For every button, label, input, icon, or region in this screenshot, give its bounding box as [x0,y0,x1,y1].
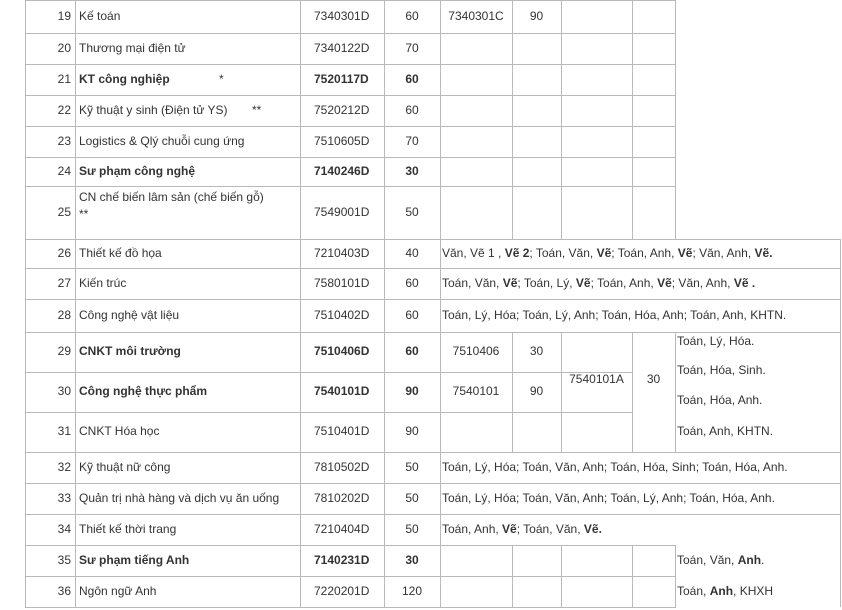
alt-code: 7340301C [448,8,504,23]
program-name: Quản trị nhà hàng và dịch vụ ăn uống [79,490,280,505]
combo-segment: , KHXH [733,583,774,598]
program-name-mark: ** [79,207,89,221]
column-divider [440,0,441,607]
alt-quota: 90 [529,384,544,398]
combo-segment: Vẽ 2 [504,245,530,260]
combo-segment: Vẽ. [754,245,773,260]
alt-quota: 90 [529,8,544,23]
subject-combos: Toán, Lý, Hóa; Toán, Lý, Anh; Toán, Hóa, Anh; Toán, Anh, KHTN. [442,307,787,322]
program-code: 7140246D [314,163,370,178]
program-quota: 120 [401,583,423,598]
program-quota: 30 [405,552,419,567]
column-divider [512,0,513,239]
combo-segment: Vẽ [596,245,612,260]
combo-segment: Vẽ. [583,521,602,536]
program-quota: 50 [405,521,419,536]
combo-segment: ; Toán, Lý, [517,275,576,290]
row-divider [25,545,676,546]
row-number: 32 [57,459,71,474]
program-code: 7580101D [314,275,370,290]
program-name: CNKT Hóa học [79,424,160,438]
subject-combos [442,276,755,291]
program-name: CNKT môi trường [79,344,181,358]
program-name: Kỹ thuật nữ công [79,459,171,474]
program-code: 7810502D [314,459,370,474]
program-quota: 50 [405,204,419,219]
row-divider [25,452,841,453]
combo-segment: ; Toán, Văn, [516,521,584,536]
subject-combos: Toán, Lý, Hóa; Toán, Văn, Anh; Toán, Lý, Anh; Toán, Hóa, Anh. [442,490,775,505]
program-quota: 90 [405,384,419,398]
program-code: 7510605D [314,133,370,148]
alt-quota: 30 [529,344,544,358]
row-number: 20 [57,40,71,55]
combo-segment: Toán, [677,583,710,598]
program-code: 7140231D [314,552,370,567]
row-number: 19 [57,8,71,23]
row-divider [25,268,841,269]
program-code: 7549001D [314,204,370,219]
column-divider [561,545,562,607]
program-quota: 50 [405,490,419,505]
row-divider [25,514,841,515]
column-divider [675,545,676,607]
alt-code: 7510406 [452,344,500,358]
row-number: 29 [57,344,71,358]
program-mark: * [219,71,224,86]
row-divider [25,186,676,187]
row-number: 25 [57,204,71,219]
program-quota: 60 [405,8,419,23]
program-quota: 60 [405,102,419,117]
column-divider [840,239,841,607]
combo-segment: ; Văn, Anh, [671,275,734,290]
program-name: CN chế biến lâm sản (chế biến gỗ) [79,190,264,204]
combo-segment: Vẽ [502,275,518,290]
program-code: 7340301D [314,8,370,23]
row-divider [25,0,676,1]
program-quota: 60 [405,344,419,358]
program-name: Công nghệ thực phẩm [79,384,208,398]
column-divider [632,545,633,607]
combo-segment: Văn, Vẽ 1 , [442,245,505,260]
row-number: 27 [57,275,71,290]
row-divider [25,239,841,240]
column-divider [675,0,676,239]
program-mark: ** [252,102,262,117]
row-divider [25,33,676,34]
program-quota: 90 [405,424,419,438]
program-code: 7540101D [314,384,370,398]
program-code: 7210403D [314,245,370,260]
alt-code: 7540101 [452,384,500,398]
program-quota: 60 [405,307,419,322]
program-name: Kế toán [79,8,121,23]
program-name: Kiến trúc [79,275,127,290]
subject-combos: Toán, Hóa, Sinh. [677,363,766,377]
row-divider [25,332,841,333]
row-divider [25,372,633,373]
program-code: 7520212D [314,102,370,117]
row-number: 28 [57,307,71,322]
program-code: 7510402D [314,307,370,322]
row-number: 24 [57,163,71,178]
alt-quota: 30 [646,372,661,386]
program-name: Ngôn ngữ Anh [79,583,157,598]
combo-segment: Vẽ . [733,275,756,290]
combo-segment: . [761,552,765,567]
row-number: 33 [57,490,71,505]
program-name: Sư phạm công nghệ [79,163,196,178]
combo-segment: ; Toán, Anh, [590,275,658,290]
row-divider [25,299,841,300]
program-quota: 40 [405,245,419,260]
column-divider [632,332,633,452]
program-quota: 70 [405,40,419,55]
program-code: 7510401D [314,424,370,438]
column-divider [512,545,513,607]
row-number: 26 [57,245,71,260]
row-divider [25,607,676,608]
row-number: 21 [57,71,71,86]
row-divider [25,157,676,158]
subject-combos [677,584,773,599]
combo-segment: ; Toán, Văn, [529,245,597,260]
program-code: 7340122D [314,40,370,55]
column-divider [25,0,26,607]
row-divider [25,126,676,127]
row-divider [25,95,676,96]
subject-combos [442,522,602,537]
row-number: 31 [57,424,71,438]
combo-segment: Toán, Văn, [677,552,738,567]
program-code: 7520117D [314,71,369,86]
row-number: 35 [57,552,71,567]
row-divider [25,483,841,484]
program-quota: 60 [405,71,419,86]
subject-combos: Toán, Lý, Hóa; Toán, Văn, Anh; Toán, Hóa, Sinh; Toán, Hóa, Anh. [442,459,788,474]
combo-segment: Toán, Anh, [442,521,503,536]
subject-combos: Toán, Anh, KHTN. [677,424,774,438]
combo-segment: Anh [737,552,762,567]
combo-segment: Vẽ [502,521,517,536]
row-number: 30 [57,384,71,398]
program-quota: 50 [405,459,419,474]
column-divider [632,0,633,239]
combo-segment: ; Toán, Anh, [611,245,678,260]
alt-code: 7540101A [569,372,624,386]
row-divider [25,412,633,413]
subject-combos: Toán, Lý, Hóa. [677,334,755,348]
program-name: Logistics & Qlý chuỗi cung ứng [79,133,245,148]
row-number: 34 [57,521,71,536]
row-number: 23 [57,133,71,148]
column-divider [561,332,562,452]
program-code: 7220201D [314,583,370,598]
program-quota: 70 [405,133,419,148]
program-name: Thiết kế đồ họa [79,245,162,260]
combo-segment: Vẽ [677,245,693,260]
program-quota: 60 [405,275,419,290]
column-divider [675,332,676,452]
program-name: Sư phạm tiếng Anh [79,552,190,567]
program-quota: 30 [405,163,419,178]
combo-segment: Anh [709,583,734,598]
combo-segment: Vẽ [575,275,591,290]
program-code: 7810202D [314,490,370,505]
row-number: 22 [57,102,71,117]
row-divider [25,576,676,577]
subject-combos [442,246,773,261]
row-number: 36 [57,583,71,598]
column-divider [75,0,76,607]
program-name: Thương mại điện tử [79,40,186,55]
combo-segment: ; Văn, Anh, [692,245,755,260]
subject-combos [677,553,764,568]
combo-segment: Vẽ [657,275,672,290]
subject-combos: Toán, Hóa, Anh. [677,393,763,407]
column-divider [561,0,562,239]
program-name: Công nghệ vật liệu [79,307,180,322]
program-name: Thiết kế thời trang [79,521,177,536]
column-divider [384,0,385,607]
combo-segment: Toán, Văn, [442,275,503,290]
program-name: KT công nghiệp [79,71,170,86]
program-code: 7210404D [314,521,370,536]
program-name: Kỹ thuật y sinh (Điện tử YS) [79,102,228,117]
row-divider [25,64,676,65]
program-code: 7510406D [314,344,370,358]
column-divider [300,0,301,607]
